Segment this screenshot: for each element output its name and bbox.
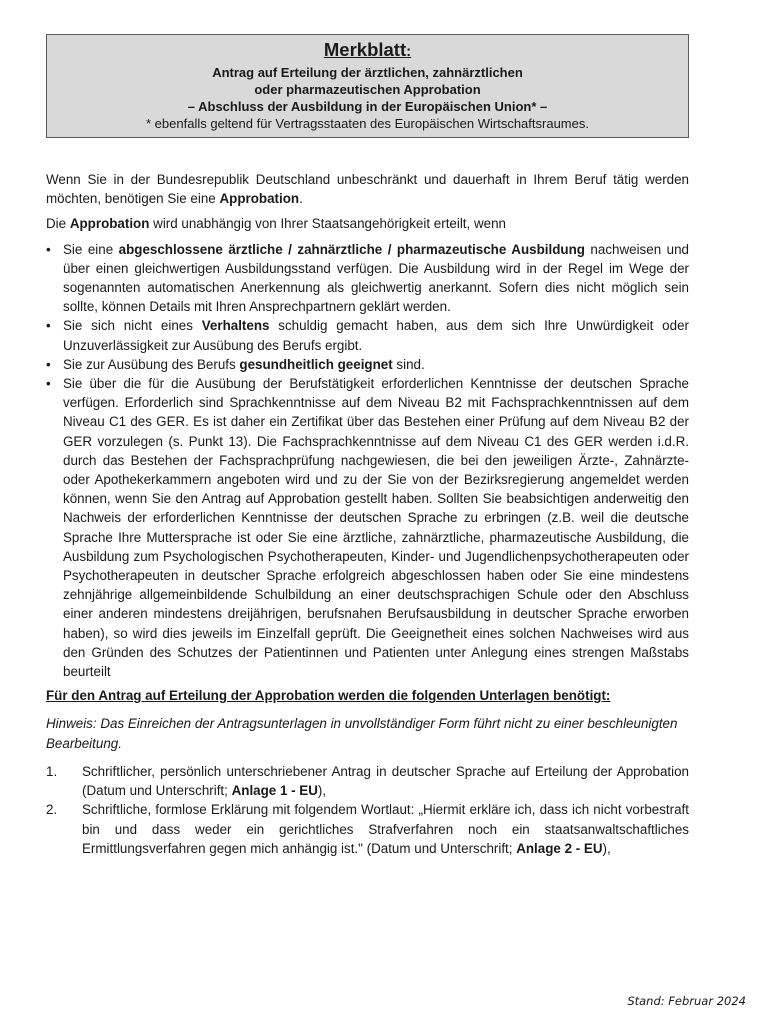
- list-number: 2.: [46, 802, 58, 818]
- documents-list: [46, 762, 689, 858]
- bullet-icon: •: [46, 356, 51, 372]
- list-item: • Sie zur Ausübung des Berufs gesundheitlich geeignet sind.: [46, 355, 689, 374]
- requirements-list: [46, 240, 689, 682]
- bullet-icon: •: [46, 376, 51, 392]
- document-page: [46, 34, 689, 858]
- bullet-icon: •: [46, 318, 51, 334]
- bullet-icon: •: [46, 241, 51, 257]
- header-footnote: * ebenfalls geltend für Vertragsstaaten des Europäischen Wirtschaftsraumes.: [146, 116, 589, 131]
- subtitle-line-2: oder pharmazeutischen Approbation: [254, 82, 481, 97]
- list-item: • Sie sich nicht eines Verhaltens schuldig gemacht haben, aus dem sich Ihre Unwürdigkeit oder Unzuverlässigkeit zur Ausübung des Berufs ergibt.: [46, 318, 689, 353]
- header-box: [46, 34, 689, 138]
- list-item: 1. Schriftlicher, persönlich unterschriebener Antrag in deutscher Sprache auf Erteilung der Approbation (Datum und Unterschrift; Anlage 1 - EU),: [46, 763, 689, 799]
- document-title: Merkblatt:: [323, 39, 412, 60]
- subtitle-line-3: – Abschluss der Ausbildung in der Europäischen Union* –: [187, 99, 548, 114]
- footer-date: Stand: Februar 2024: [627, 994, 746, 1008]
- intro-paragraph-1: Wenn Sie in der Bundesrepublik Deutschland unbeschränkt und dauerhaft in Ihrem Beruf tätig werden möchten, benötigen Sie eine Approbation.: [46, 172, 689, 207]
- hint-text: Hinweis: Das Einreichen der Antragsunterlagen in unvollständiger Form führt nicht zu einer beschleunigten Bearbeitung.: [46, 716, 678, 751]
- subtitle-line-1: Antrag auf Erteilung der ärztlichen, zahnärztlichen: [212, 65, 523, 80]
- list-item: 2. Schriftliche, formlose Erklärung mit folgendem Wortlaut: „Hiermit erkläre ich, dass ich nicht vorbestraft bin und dass weder ein gerichtliches Strafverfahren noch ein staatsanwaltschaftliches Ermittlungsverfahren gegen mich anhängig ist." (Datum und Unterschrift; Anlage 2 - EU),: [46, 802, 689, 856]
- list-number: 1.: [46, 763, 58, 779]
- documents-heading: Für den Antrag auf Erteilung der Approbation werden die folgenden Unterlagen benötigt:: [46, 688, 611, 704]
- list-item: • Sie über die für die Ausübung der Berufstätigkeit erforderlichen Kenntnisse der deutschen Sprache verfügen. Erforderlich sind Sprachkenntnisse auf dem Niveau B2 mit Fachsprachkenntnissen auf dem Niveau C1 des GER. Es ist daher ein Zertifikat über das Bestehen einer Prüfung auf dem Niveau B2 der GER vorzulegen (s. Punkt 13). Die Fachsprachkenntnisse auf dem Niveau C1 des GER werden i.d.R. durch das Bestehen der Fachsprachprüfung nachgewiesen, die bei den jeweiligen Ärzte-, Zahnärzte- oder Apothekerkammern angeboten wird und zu der Sie von der Bezirksregierung angemeldet werden können, wenn Sie den Antrag auf Approbation gestellt haben. Sollten Sie beabsichtigen anderweitig den Nachweis der erforderlichen Kenntnisse der deutschen Sprache zu erbringen (z.B. weil die deutsche Sprache Ihre Muttersprache ist oder Sie eine ärztliche, zahnärztliche, pharmazeutische Ausbildung, die Ausbildung zum Psychologischen Psychotherapeuten, Kinder- und Jugendlichenpsychotherapeuten oder Psychotherapeuten in deutscher Sprache erfolgreich abgeschlossen haben oder Sie eine mindestens zehnjährige allgemeinbildende Schulbildung an einer deutschsprachigen Schule oder den Abschluss einer anderen mindestens dreijährigen, berufsnahen Berufsausbildung in deutscher Sprache erworben haben), so wird dies jeweils im Einzelfall geprüft. Die Geeignetheit eines solchen Nachweises wird aus den Gründen des Schutzes der Patientinnen und Patienten unter Anlegung eines strengen Maßstabs beurteilt: [46, 376, 689, 680]
- list-item: • Sie eine abgeschlossene ärztliche / zahnärztliche / pharmazeutische Ausbildung nachweisen und über einen gleichwertigen Ausbildungsstand verfügen. Die Ausbildung wird in der Regel im Wege der sogenannten automatischen Anerkennung als gleichwertig anerkannt. Sofern dies nicht möglich sein sollte, können Details mit Ihren Ansprechpartnern geklärt werden.: [46, 241, 689, 315]
- intro-paragraph-2: Die Approbation wird unabhängig von Ihrer Staatsangehörigkeit erteilt, wenn: [46, 216, 506, 232]
